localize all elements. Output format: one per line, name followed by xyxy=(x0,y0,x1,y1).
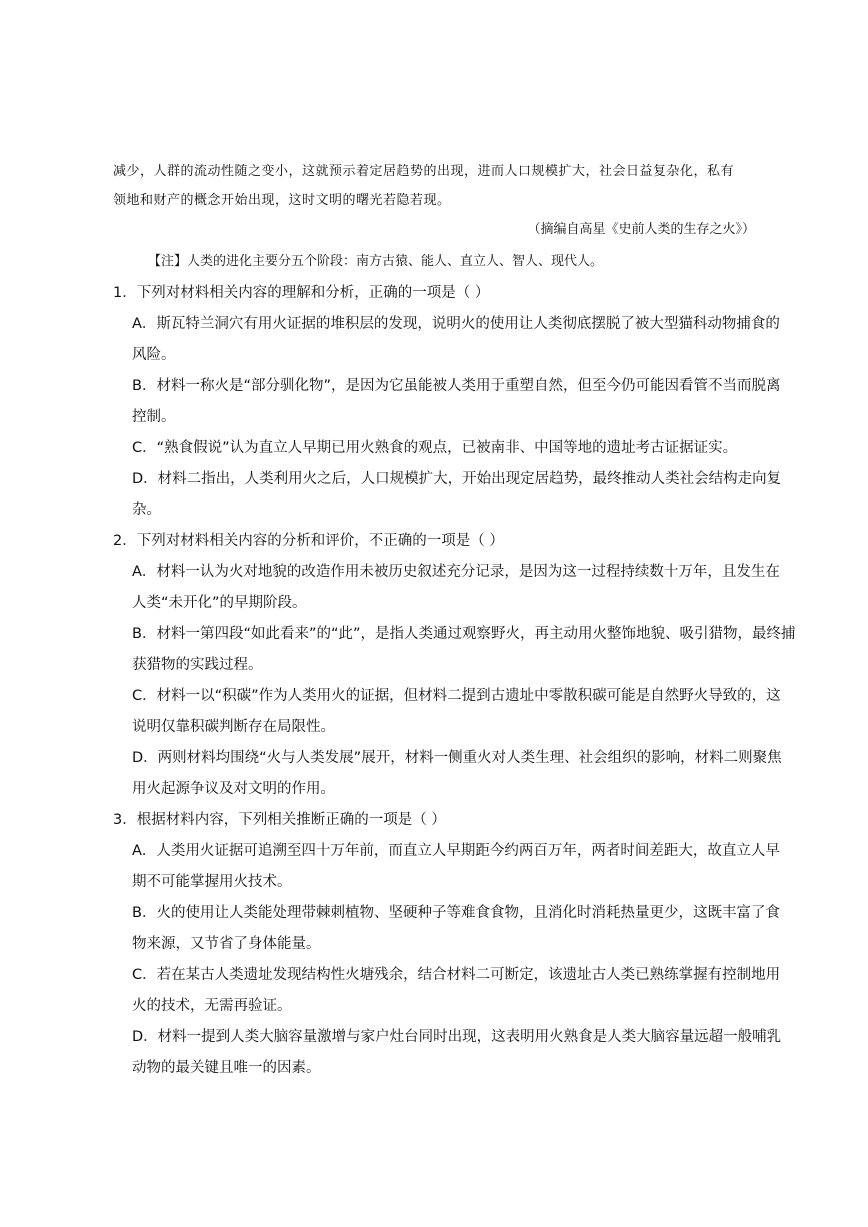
option-a xyxy=(113,836,780,898)
option-text: C．若在某古人类遗址发现结构性火塘残余，结合材料二可断定，该遗址古人类已熟练掌握有控制地用 xyxy=(132,967,781,983)
option-text: 用火起源争议及对文明的作用。 xyxy=(132,781,335,797)
option-d xyxy=(113,464,782,526)
option-text: 物来源，又节省了身体能量。 xyxy=(132,936,321,952)
option-text: A．人类用火证据可追溯至四十万年前，而直立人早期距今约两百万年，两者时间差距大，故直立人早 xyxy=(132,843,780,859)
option-a xyxy=(113,309,780,371)
question-1 xyxy=(113,278,782,526)
option-text: 杂。 xyxy=(132,502,161,518)
question-3 xyxy=(113,805,782,1084)
question-stem: 3．根据材料内容，下列相关推断正确的一项是（ ） xyxy=(113,812,446,828)
option-text: 控制。 xyxy=(132,409,176,425)
option-b xyxy=(113,371,781,433)
option-c xyxy=(113,433,763,464)
passage-line: 减少，人群的流动性随之变小，这就预示着定居趋势的出现，进而人口规模扩大，社会日益复杂化，私有 xyxy=(113,164,735,179)
option-text: 期不可能掌握用火技术。 xyxy=(132,874,292,890)
option-text: 人类“未开化”的早期阶段。 xyxy=(132,595,307,611)
option-text: 获猎物的实践过程。 xyxy=(132,657,263,673)
passage-source: （摘编自高星《史前人类的生存之火》） xyxy=(527,222,755,237)
option-text: C．“熟食假说”认为直立人早期已用火熟食的观点，已被南非、中国等地的遗址考古证据证实。 xyxy=(132,440,738,456)
question-stem: 2．下列对材料相关内容的分析和评价，不正确的一项是（ ） xyxy=(113,533,504,549)
option-text: D．两则材料均围绕“火与人类发展”展开，材料一侧重火对人类生理、社会组织的影响，材料二则聚焦 xyxy=(132,750,782,766)
option-c xyxy=(113,960,781,1022)
option-b xyxy=(113,619,796,681)
passage-line: 领地和财产的概念开始出现，这时文明的曙光若隐若现。 xyxy=(113,193,451,208)
option-text: 火的技术，无需再验证。 xyxy=(132,998,292,1014)
option-text: B．材料一称火是“部分驯化物”，是因为它虽能被人类用于重塑自然，但至今仍可能因看管不当而脱离 xyxy=(132,378,781,394)
option-text: A．斯瓦特兰洞穴有用火证据的堆积层的发现，说明火的使用让人类彻底摆脱了被大型猫科动物捕食的 xyxy=(132,316,780,332)
option-text: D．材料一提到人类大脑容量激增与家户灶台同时出现，这表明用火熟食是人类大脑容量远超一般哺乳 xyxy=(132,1029,782,1045)
question-2 xyxy=(113,526,796,805)
question-stem: 1．下列对材料相关内容的理解和分析，正确的一项是（ ） xyxy=(113,285,490,301)
option-text: C．材料一以“积碳”作为人类用火的证据，但材料二提到古遗址中零散积碳可能是自然野火导致的，这 xyxy=(132,688,781,704)
option-text: B．火的使用让人类能处理带棘刺植物、坚硬种子等难食食物，且消化时消耗热量更少，这既丰富了食 xyxy=(132,905,780,921)
option-text: 说明仅靠积碳判断存在局限性。 xyxy=(132,719,335,735)
option-text: 风险。 xyxy=(132,347,176,363)
option-a xyxy=(113,557,780,619)
passage-note: 【注】人类的进化主要分五个阶段：南方古猿、能人、直立人、智人、现代人。 xyxy=(148,254,604,269)
option-text: 动物的最关键且唯一的因素。 xyxy=(132,1060,321,1076)
passage-text xyxy=(113,157,753,215)
option-c xyxy=(113,681,781,743)
option-d xyxy=(113,1022,782,1084)
option-d xyxy=(113,743,782,805)
option-text: B．材料一第四段“如此看来”的“此”，是指人类通过观察野火，再主动用火整饰地貌、吸引猎物，最终捕 xyxy=(132,626,796,642)
option-text: A．材料一认为火对地貌的改造作用未被历史叙述充分记录，是因为这一过程持续数十万年，且发生在 xyxy=(132,564,780,580)
option-text: D．材料二指出，人类利用火之后，人口规模扩大，开始出现定居趋势，最终推动人类社会结构走向复 xyxy=(132,471,782,487)
question-list xyxy=(113,278,796,1084)
option-b xyxy=(113,898,780,960)
